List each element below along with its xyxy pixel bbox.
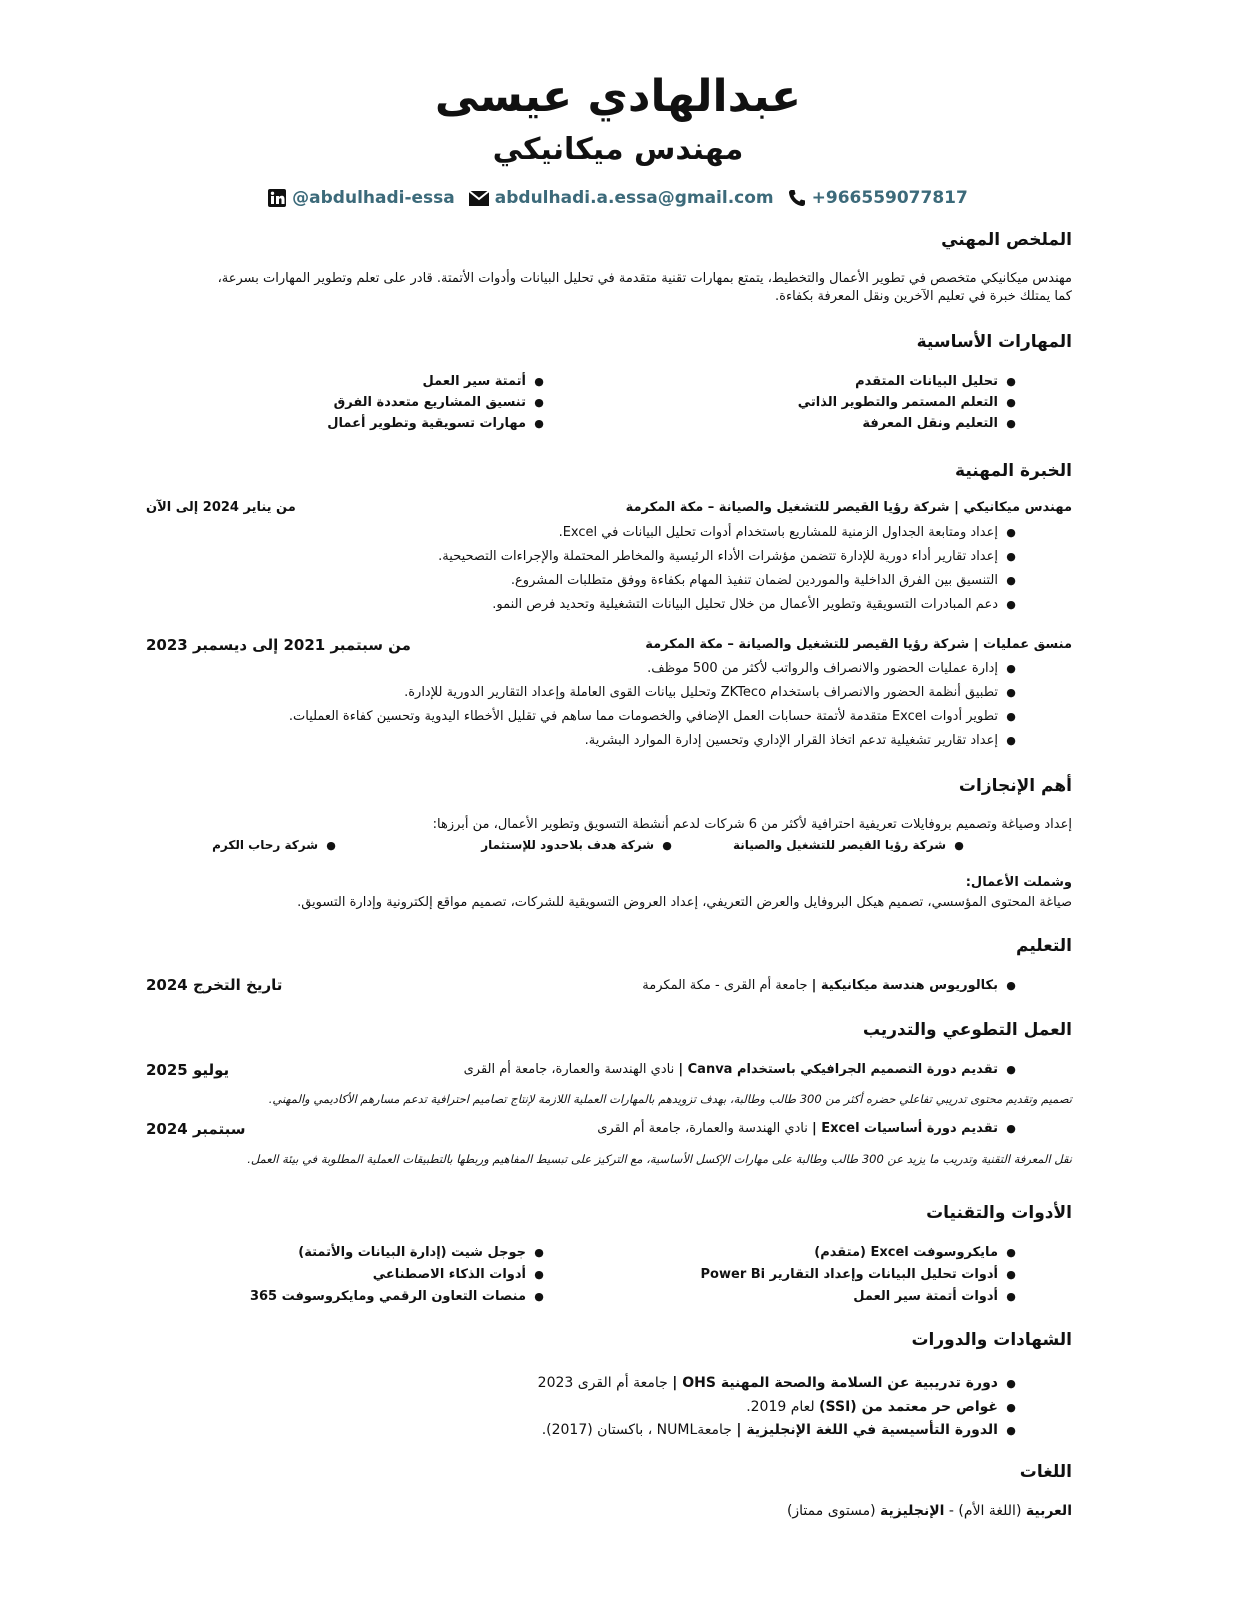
bullet-icon: ● xyxy=(1006,686,1016,699)
achievements-heading: أهم الإنجازات xyxy=(958,776,1072,796)
bullet-icon: ● xyxy=(1006,734,1016,747)
job-bullet: ●تطبيق أنظمة الحضور والانصراف باستخدام ZKTeco وتحليل بيانات القوى العاملة وإعداد التقارير الدورية للإدارة. xyxy=(404,684,1024,702)
volunteer-heading: العمل التطوعي والتدريب xyxy=(862,1020,1072,1040)
linkedin-icon xyxy=(268,189,286,207)
experience-heading: الخبرة المهنية xyxy=(955,461,1072,481)
company-item: ●شركة رحاب الكرم xyxy=(212,836,344,855)
job-bullet: ●إعداد ومتابعة الجداول الزمنية للمشاريع باستخدام أدوات تحليل البيانات في Excel. xyxy=(559,524,1024,542)
bullet-icon: ● xyxy=(1006,710,1016,723)
linkedin-contact[interactable] xyxy=(268,188,455,208)
bullet-icon: ● xyxy=(954,839,964,852)
bullet-icon: ● xyxy=(1006,979,1016,992)
education-heading: التعليم xyxy=(1016,936,1072,956)
email-contact[interactable] xyxy=(469,188,774,208)
tool-item: ●أدوات أتمتة سير العمل xyxy=(853,1288,1024,1306)
tool-item: ●أدوات تحليل البيانات وإعداد التقارير Power Bi xyxy=(701,1266,1024,1284)
bullet-icon: ● xyxy=(1006,574,1016,587)
tool-item: ●منصات التعاون الرقمي ومايكروسوفت 365 xyxy=(250,1288,552,1306)
achievements-scope-text: صياغة المحتوى المؤسسي، تصميم هيكل البروفايل والعرض التعريفي، إعداد العروض التسويقية للشركات، تصميم مواقع إلكترونية وإدارة التسويق. xyxy=(297,895,1072,910)
phone-icon xyxy=(788,189,806,207)
job-role: مهندس ميكانيكي | شركة رؤيا القيصر للتشغيل والصيانة – مكة المكرمة xyxy=(625,500,1072,515)
certificates-heading: الشهادات والدورات xyxy=(911,1330,1072,1350)
skill-item: ●مهارات تسويقية وتطوير أعمال xyxy=(327,415,552,433)
bullet-icon: ● xyxy=(1006,1122,1016,1135)
bullet-icon: ● xyxy=(1006,662,1016,675)
bullet-icon: ● xyxy=(1006,375,1016,388)
tool-item: ●مايكروسوفت Excel (متقدم) xyxy=(814,1244,1024,1262)
job-bullet: ●إعداد تقارير أداء دورية للإدارة تتضمن مؤشرات الأداء الرئيسية والمخاطر المحتملة والإجراءات التصحيحية. xyxy=(438,548,1024,566)
tools-heading: الأدوات والتقنيات xyxy=(926,1203,1072,1223)
company-item: ●شركة رؤيا القيصر للتشغيل والصيانة xyxy=(733,836,972,855)
job-date: من يناير 2024 إلى الآن xyxy=(146,500,296,515)
bullet-icon: ● xyxy=(1006,1401,1016,1414)
tool-item: ●جوجل شيت (إدارة البيانات والأتمتة) xyxy=(298,1244,552,1262)
certificate-item: ●غواص حر معتمد من (SSI) لعام 2019. xyxy=(746,1398,1024,1417)
skill-item: ●تنسيق المشاريع متعددة الفرق xyxy=(334,394,552,412)
job-role: منسق عمليات | شركة رؤيا القيصر للتشغيل والصيانة – مكة المكرمة xyxy=(645,637,1072,652)
bullet-icon: ● xyxy=(1006,1377,1016,1390)
company-item: ●شركة هدف بلاحدود للإستثمار xyxy=(481,836,680,855)
phone-number[interactable]: +966559077817 xyxy=(811,188,968,208)
bullet-icon: ● xyxy=(534,375,544,388)
summary-line-1: مهندس ميكانيكي متخصص في تطوير الأعمال والتخطيط، يتمتع بمهارات تقنية متقدمة في تحليل البيانات وأدوات الأتمتة. قادر على تعلم وتطوير المهارات بسرعة، xyxy=(217,271,1072,286)
bullet-icon: ● xyxy=(534,1268,544,1281)
bullet-icon: ● xyxy=(1006,417,1016,430)
achievements-scope-label: وشملت الأعمال: xyxy=(965,875,1072,890)
volunteer-date: سبتمبر 2024 xyxy=(146,1120,246,1138)
tool-item: ●أدوات الذكاء الاصطناعي xyxy=(373,1266,552,1284)
bullet-icon: ● xyxy=(1006,1290,1016,1303)
volunteer-item: ●تقديم دورة أساسيات Excel | نادي الهندسة والعمارة، جامعة أم القرى xyxy=(597,1120,1024,1138)
bullet-icon: ● xyxy=(1006,1063,1016,1076)
bullet-icon: ● xyxy=(534,396,544,409)
job-bullet: ●التنسيق بين الفرق الداخلية والموردين لضمان تنفيذ المهام بكفاءة ووفق متطلبات المشروع. xyxy=(511,572,1024,590)
certificate-item: ●دورة تدريبية عن السلامة والصحة المهنية OHS | جامعة أم القرى 2023 xyxy=(538,1374,1024,1393)
volunteer-description: نقل المعرفة التقنية وتدريب ما يزيد عن 300 طالب وطالبة على مهارات الإكسل الأساسية، مع التركيز على تبسيط المفاهيم وربطها بالتطبيقات العملية المطلوبة في بيئة العمل. xyxy=(247,1152,1072,1166)
bullet-icon: ● xyxy=(1006,598,1016,611)
languages-line: العربية (اللغة الأم) - الإنجليزية (مستوى ممتاز) xyxy=(786,1503,1072,1519)
volunteer-date: يوليو 2025 xyxy=(146,1061,230,1079)
bullet-icon: ● xyxy=(534,417,544,430)
bullet-icon: ● xyxy=(1006,1268,1016,1281)
languages-heading: اللغات xyxy=(1019,1462,1072,1482)
volunteer-item: ●تقديم دورة التصميم الجرافيكي باستخدام Canva | نادي الهندسة والعمارة، جامعة أم القرى xyxy=(464,1061,1024,1079)
bullet-icon: ● xyxy=(1006,1424,1016,1437)
bullet-icon: ● xyxy=(1006,1246,1016,1259)
contact-bar xyxy=(0,188,1236,208)
bullet-icon: ● xyxy=(1006,526,1016,539)
job-bullet: ●دعم المبادرات التسويقية وتطوير الأعمال من خلال تحليل البيانات التشغيلية وتحديد فرص النمو. xyxy=(492,596,1024,614)
skill-item: ●التعليم ونقل المعرفة xyxy=(862,415,1024,433)
graduation-date: تاريخ التخرج 2024 xyxy=(146,976,283,994)
achievements-intro: إعداد وصياغة وتصميم بروفايلات تعريفية احترافية لأكثر من 6 شركات لدعم أنشطة التسويق وتطوير الأعمال، من أبرزها: xyxy=(432,817,1072,832)
phone-contact[interactable] xyxy=(788,188,968,208)
volunteer-description: تصميم وتقديم محتوى تدريبي تفاعلي حضره أكثر من 300 طالب وطالبة، بهدف تزويدهم بالمهارات العملية اللازمة لإنتاج تصاميم احترافية تدعم مسارهم الأكاديمي والمهني. xyxy=(268,1092,1072,1106)
linkedin-handle[interactable]: @abdulhadi-essa xyxy=(292,188,455,208)
bullet-icon: ● xyxy=(534,1290,544,1303)
bullet-icon: ● xyxy=(662,839,672,852)
certificate-item: ●الدورة التأسيسية في اللغة الإنجليزية | جامعةNUML ، باكستان (2017). xyxy=(542,1421,1024,1440)
bullet-icon: ● xyxy=(534,1246,544,1259)
education-item: ●بكالوريوس هندسة ميكانيكية | جامعة أم القرى - مكة المكرمة xyxy=(642,977,1024,995)
skill-item: ●التعلم المستمر والتطوير الذاتي xyxy=(798,394,1024,412)
job-bullet: ●إدارة عمليات الحضور والانصراف والرواتب لأكثر من 500 موظف. xyxy=(647,660,1024,678)
skill-item: ●أتمتة سير العمل xyxy=(423,373,552,391)
envelope-icon xyxy=(469,191,489,206)
skills-heading: المهارات الأساسية xyxy=(916,332,1072,352)
job-bullet: ●تطوير أدوات Excel متقدمة لأتمتة حسابات العمل الإضافي والخصومات مما ساهم في تقليل الأخطاء اليدوية وتحسين كفاءة العمليات. xyxy=(289,708,1024,726)
summary-line-2: كما يمتلك خبرة في تعليم الآخرين ونقل المعرفة بكفاءة. xyxy=(775,289,1072,304)
bullet-icon: ● xyxy=(1006,550,1016,563)
job-date: من سبتمبر 2021 إلى ديسمبر 2023 xyxy=(146,636,411,654)
job-title: مهندس ميكانيكي xyxy=(492,132,744,167)
skill-item: ●تحليل البيانات المتقدم xyxy=(855,373,1024,391)
email-address[interactable]: abdulhadi.a.essa@gmail.com xyxy=(494,188,774,208)
job-bullet: ●إعداد تقارير تشغيلية تدعم اتخاذ القرار الإداري وتحسين إدارة الموارد البشرية. xyxy=(585,732,1024,750)
summary-heading: الملخص المهني xyxy=(941,230,1072,250)
candidate-name: عبدالهادي عيسى xyxy=(434,71,802,122)
bullet-icon: ● xyxy=(1006,396,1016,409)
bullet-icon: ● xyxy=(326,839,336,852)
